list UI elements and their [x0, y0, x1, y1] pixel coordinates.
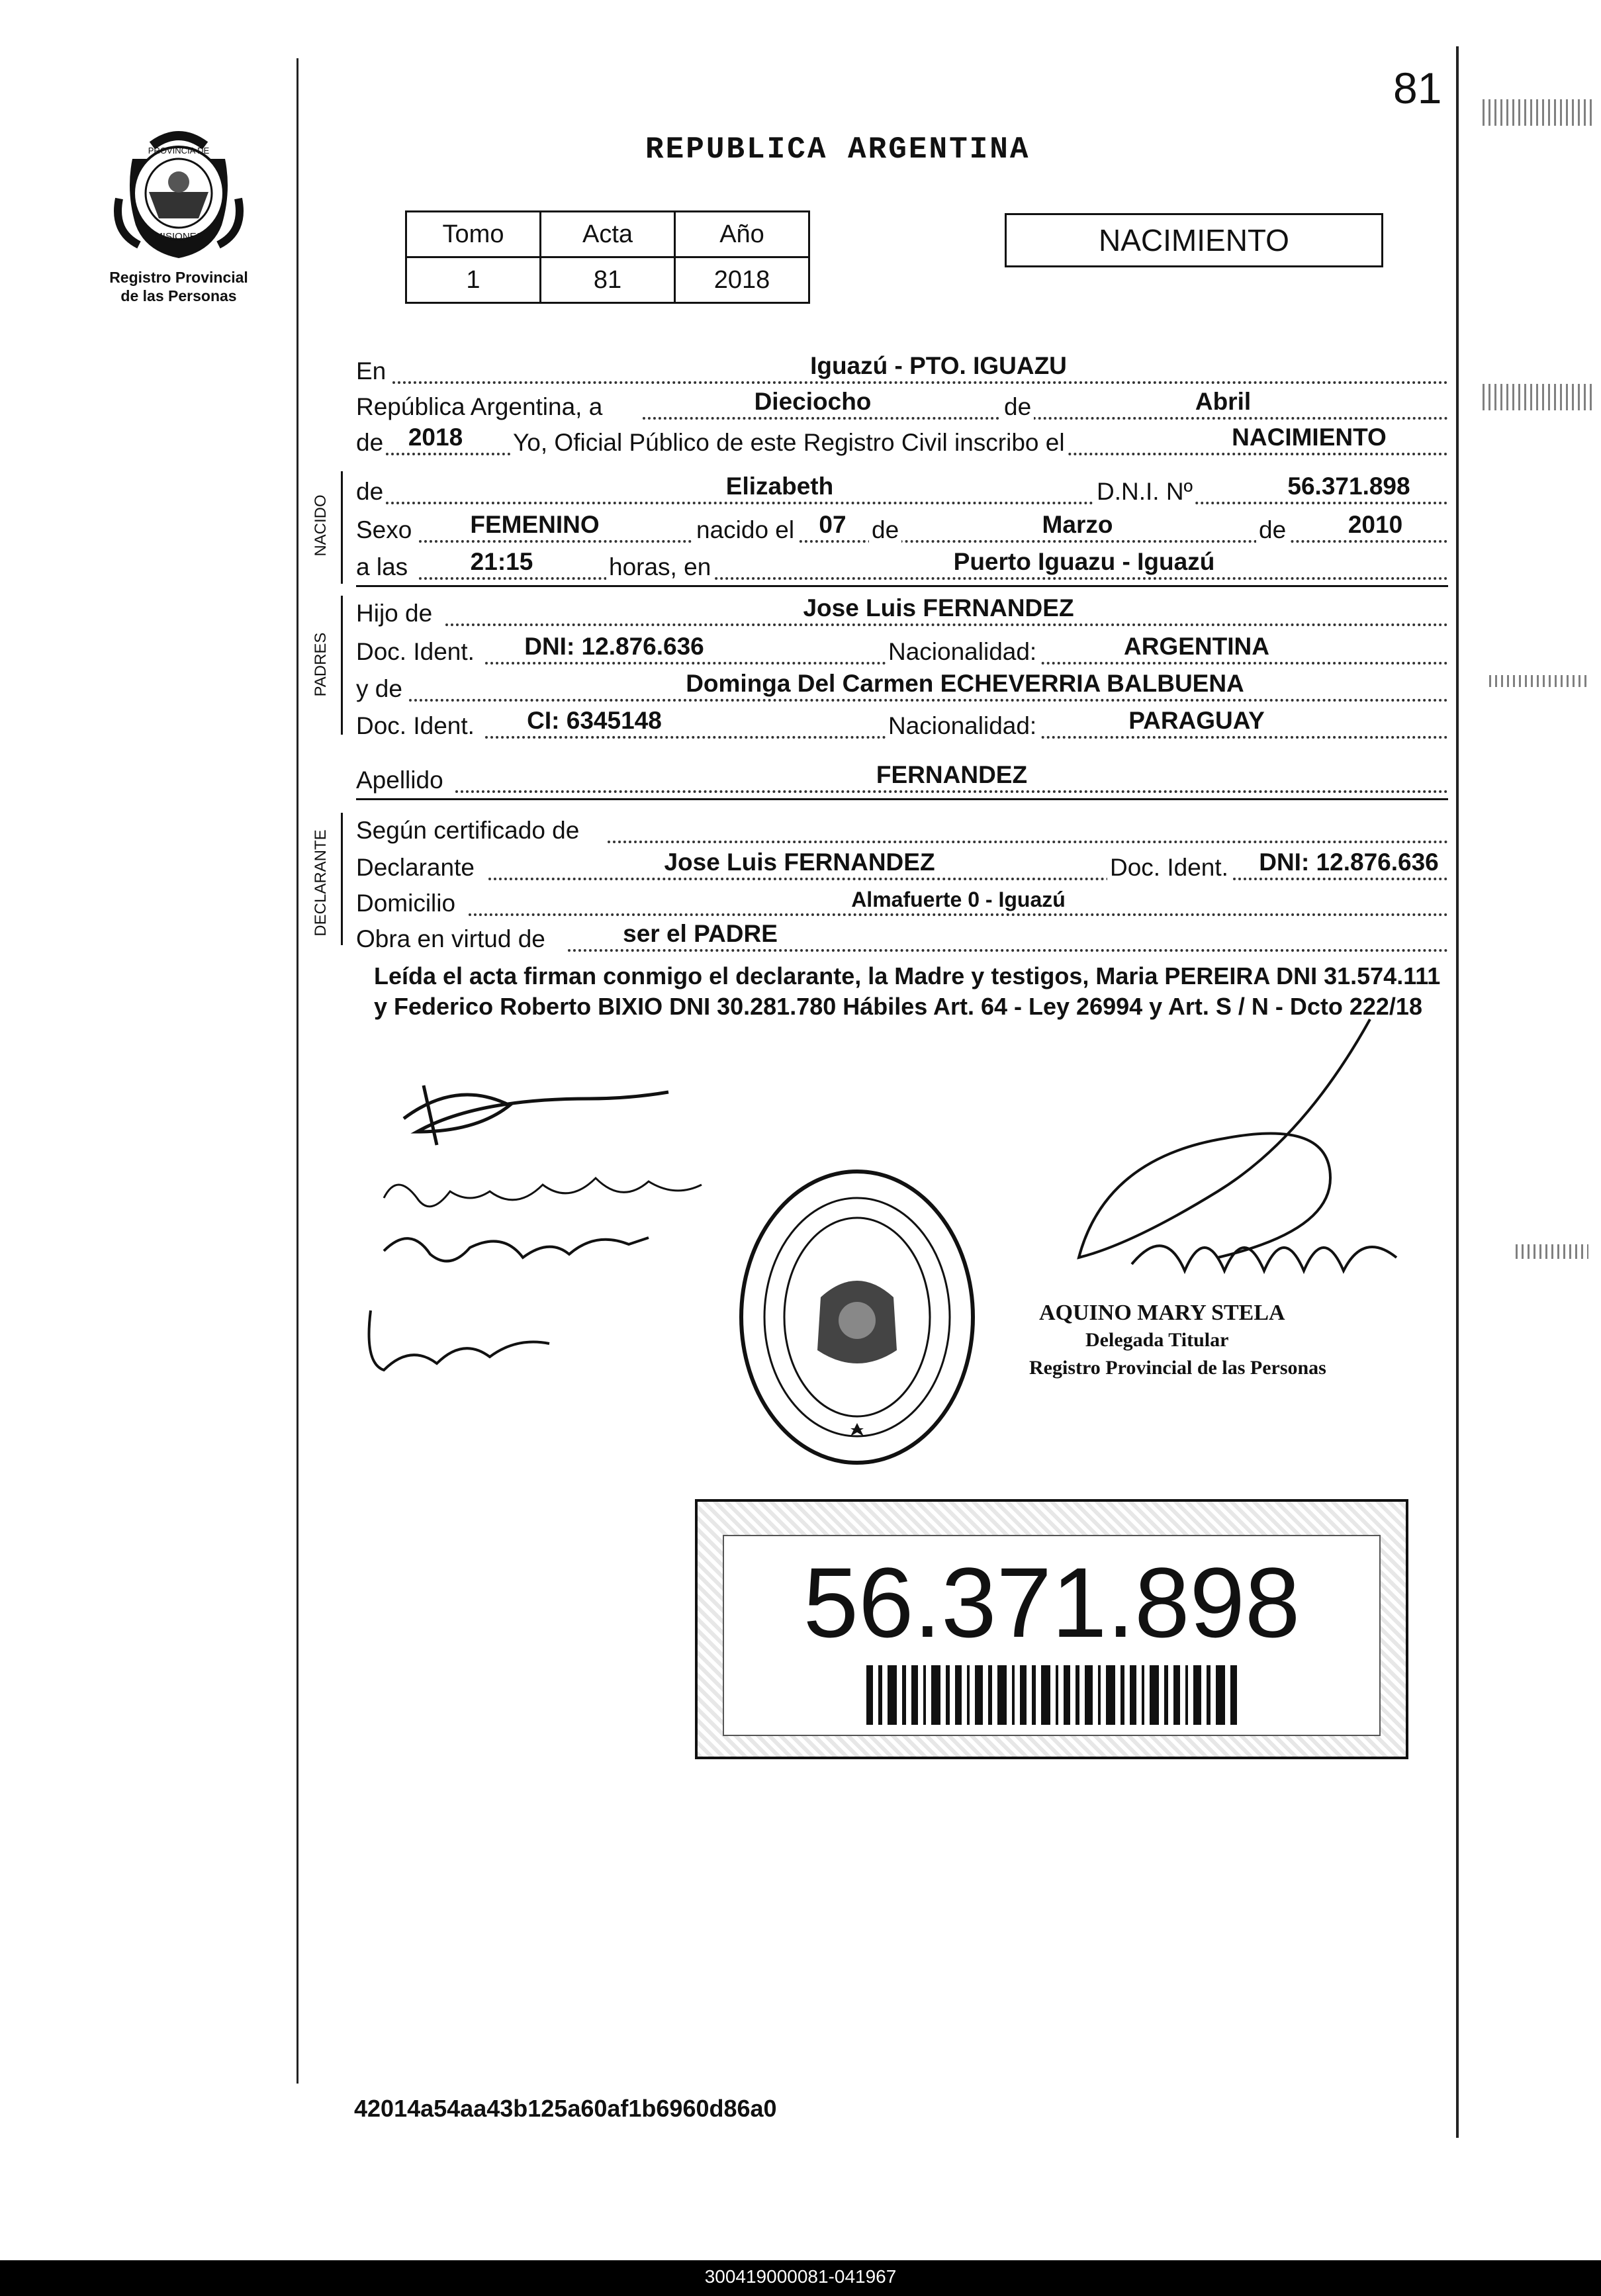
label-sexo: Sexo: [356, 516, 412, 543]
row-certificado: [356, 809, 1448, 847]
value-en: Iguazú - PTO. IGUAZU: [810, 352, 1067, 379]
value-padre-nac: ARGENTINA: [1124, 633, 1269, 660]
header-tomo: Tomo: [406, 212, 541, 257]
section-bar-padres: [341, 596, 343, 735]
dotted-leader: [643, 416, 1448, 420]
value-declarante: Jose Luis FERNANDEZ: [664, 849, 935, 876]
row-nombre: [356, 470, 1448, 508]
value-obra: ser el PADRE: [623, 920, 778, 947]
scan-noise: [1483, 384, 1595, 410]
dotted-leader: [409, 698, 1448, 702]
official-role: Delegada Titular: [1085, 1329, 1229, 1351]
dotted-leader: [568, 948, 1448, 952]
logo-caption-line-1: Registro Provincial: [109, 269, 248, 286]
section-divider: [356, 798, 1448, 800]
row-domicilio: [356, 882, 1448, 920]
closing-statement: Leída el acta firman conmigo el declarante, la Madre y testigos, Maria PEREIRA DNI 31.574.111 y Federico Roberto BIXIO DNI 30.281.780 Hábiles Art. 64 - Ley 26994 y Art. S / N - Dcto 222/18: [374, 962, 1441, 1020]
dotted-leader: [419, 576, 1448, 580]
value-anio-inscripcion: 2018: [408, 424, 463, 451]
scan-noise: [1489, 675, 1588, 687]
label-doc-declarante: Doc. Ident.: [1107, 854, 1231, 882]
value-tomo: 1: [406, 257, 541, 303]
row-obra: [356, 917, 1448, 956]
label-declarante: Declarante: [356, 854, 475, 881]
label-doc-madre: Doc. Ident.: [356, 712, 475, 739]
record-table: [405, 210, 810, 304]
dotted-leader: [469, 912, 1448, 916]
dni-label-inner: [723, 1535, 1381, 1736]
value-nac-anio: 2010: [1348, 511, 1403, 538]
row-en: [356, 349, 1448, 388]
dotted-leader: [392, 380, 1448, 384]
signature-testigo2-icon: [357, 1297, 569, 1390]
value-madre-doc: CI: 6345148: [527, 707, 662, 734]
value-inscribo: NACIMIENTO: [1232, 424, 1387, 451]
label-nacionalidad-madre: Nacionalidad:: [886, 712, 1039, 740]
logo-caption-line-2: de las Personas: [120, 287, 237, 304]
official-registry: Registro Provincial de las Personas: [1029, 1357, 1326, 1379]
row-declarante: [356, 846, 1448, 884]
value-apellido: FERNANDEZ: [876, 761, 1028, 788]
label-alas: a las: [356, 553, 408, 580]
label-domicilio: Domicilio: [356, 890, 456, 917]
label-en: En: [356, 357, 387, 385]
dotted-leader: [386, 500, 1448, 504]
label-de-mes: de: [1001, 393, 1034, 421]
side-label-declarante: DECLARANTE: [312, 829, 330, 937]
row-apellido: [356, 758, 1448, 797]
value-dni: 56.371.898: [1287, 473, 1410, 500]
value-hora: 21:15: [470, 548, 533, 575]
row-hora: [356, 545, 1448, 584]
label-y-de: y de: [356, 675, 402, 702]
header-acta: Acta: [541, 212, 675, 257]
page-number: 81: [1393, 64, 1442, 113]
value-nac-mes: Marzo: [1042, 511, 1113, 538]
value-padre: Jose Luis FERNANDEZ: [803, 594, 1074, 621]
label-nac-de1: de: [869, 516, 901, 544]
label-de-nombre: de: [356, 478, 384, 505]
label-nacionalidad-padre: Nacionalidad:: [886, 638, 1039, 666]
dni-security-label: [695, 1499, 1408, 1759]
label-horas-en: horas, en: [606, 553, 713, 581]
crest-lettering-bottom: MISIONES: [154, 231, 203, 242]
record-table-value-row: [406, 257, 809, 303]
value-nac-dia: 07: [819, 511, 846, 538]
header-anio: Año: [675, 212, 809, 257]
document-title: REPUBLICA ARGENTINA: [645, 132, 1030, 167]
dotted-leader: [419, 539, 1448, 543]
side-label-padres: PADRES: [312, 632, 330, 697]
label-apellido: Apellido: [356, 766, 443, 794]
barcode-icon: [866, 1665, 1237, 1725]
misiones-crest-icon: [113, 119, 245, 265]
signature-testigo-icon: [371, 1218, 662, 1277]
official-name: AQUINO MARY STELA: [1039, 1301, 1285, 1325]
section-bar-nacido: [341, 471, 343, 584]
value-madre-nac: PARAGUAY: [1128, 707, 1265, 734]
value-dia: Dieciocho: [754, 388, 872, 415]
value-anio: 2018: [675, 257, 809, 303]
value-declarante-doc: DNI: 12.876.636: [1246, 849, 1451, 876]
value-nombre: Elizabeth: [725, 473, 834, 500]
scan-noise: [1516, 1244, 1588, 1259]
official-stamp-icon: [735, 1165, 980, 1469]
record-type-box: NACIMIENTO: [1005, 213, 1383, 267]
record-table-header-row: [406, 212, 809, 257]
section-bar-declarante: [341, 813, 343, 945]
dotted-leader: [608, 839, 1448, 843]
label-doc-padre: Doc. Ident.: [356, 638, 475, 665]
value-madre: Dominga Del Carmen ECHEVERRIA BALBUENA: [686, 670, 1244, 697]
dotted-leader: [445, 622, 1448, 626]
value-sexo: FEMENINO: [470, 511, 600, 538]
footer-code: 300419000081-041967: [704, 2266, 897, 2287]
label-hijo: Hijo de: [356, 600, 433, 627]
label-nac-de2: de: [1256, 516, 1289, 544]
value-padre-doc: DNI: 12.876.636: [524, 633, 704, 660]
dotted-leader: [455, 789, 1448, 793]
row-hijo: [356, 592, 1448, 630]
crest-lettering-top: PROVINCIA DE: [148, 146, 210, 156]
side-label-nacido: NACIDO: [312, 494, 330, 557]
logo-caption: [79, 268, 278, 305]
row-sexo: [356, 508, 1448, 547]
dotted-leader: [488, 876, 1448, 880]
text-inscribo: Yo, Oficial Público de este Registro Civil inscribo el: [510, 429, 1068, 457]
value-lugar: Puerto Iguazu - Iguazú: [953, 548, 1215, 575]
label-republica: República Argentina, a: [356, 393, 603, 420]
signature-declarante-icon: [377, 1059, 695, 1152]
section-divider: [356, 585, 1448, 587]
label-certificado: Según certificado de: [356, 817, 580, 844]
dni-label-number: 56.371.898: [803, 1547, 1301, 1658]
row-madre-doc: [356, 704, 1448, 743]
signature-official-icon: [1052, 1006, 1463, 1310]
row-inscribo: [356, 421, 1448, 459]
value-acta: 81: [541, 257, 675, 303]
value-domicilio: Almafuerte 0 - Iguazú: [851, 888, 1066, 911]
row-padre-doc: [356, 630, 1448, 668]
row-republica: [356, 385, 1448, 424]
label-de-anio: de: [356, 429, 384, 456]
document-hash: 42014a54aa43b125a60af1b6960d86a0: [354, 2095, 777, 2122]
label-obra: Obra en virtud de: [356, 925, 545, 952]
label-dni: D.N.I. Nº: [1094, 478, 1195, 506]
value-mes: Abril: [1195, 388, 1252, 415]
left-margin-line: [297, 58, 298, 2084]
row-madre: [356, 667, 1448, 706]
scan-noise: [1483, 99, 1595, 126]
label-nacido: nacido el: [694, 516, 797, 544]
